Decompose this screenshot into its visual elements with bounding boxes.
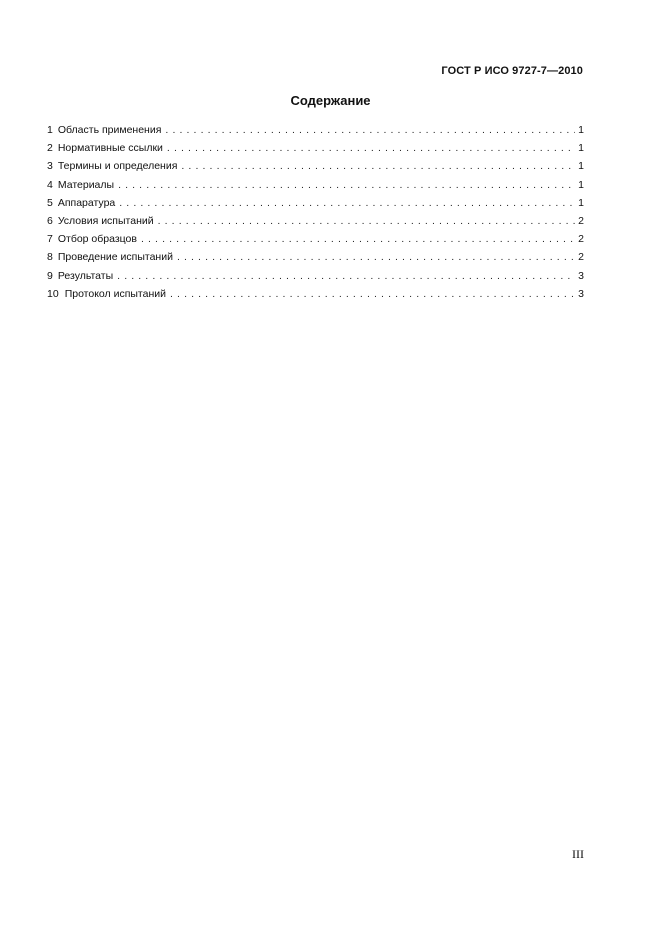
toc-item-label: Аппаратура bbox=[57, 196, 116, 209]
toc-item-number: 3 bbox=[47, 160, 53, 173]
toc-item-page: 3 bbox=[578, 269, 584, 282]
page-number: III bbox=[572, 847, 584, 861]
toc-item-leader bbox=[119, 194, 575, 212]
toc-item[interactable] bbox=[47, 194, 584, 212]
toc-item[interactable] bbox=[47, 139, 584, 157]
toc-item-leader bbox=[158, 212, 576, 230]
toc-item[interactable] bbox=[47, 212, 584, 230]
toc-item-leader bbox=[141, 230, 575, 248]
toc-item-leader bbox=[167, 139, 575, 157]
table-of-contents bbox=[47, 121, 584, 303]
toc-item[interactable] bbox=[47, 267, 584, 285]
toc-item-number: 2 bbox=[47, 142, 53, 155]
toc-item[interactable] bbox=[47, 230, 584, 248]
toc-item-number: 7 bbox=[47, 233, 53, 246]
toc-item-page: 1 bbox=[578, 142, 584, 155]
toc-item-leader bbox=[118, 176, 575, 194]
toc-item-number: 6 bbox=[47, 214, 53, 227]
toc-item-leader bbox=[117, 267, 575, 285]
toc-item-page: 1 bbox=[578, 178, 584, 191]
toc-item-leader bbox=[181, 157, 575, 175]
toc-item-number: 5 bbox=[47, 196, 53, 209]
toc-item-number: 10 bbox=[47, 287, 59, 300]
toc-item-number: 1 bbox=[47, 124, 53, 136]
toc-item-number: 4 bbox=[47, 178, 53, 191]
toc-item-number: 9 bbox=[47, 269, 53, 282]
toc-item-page: 2 bbox=[578, 233, 584, 246]
toc-item[interactable] bbox=[47, 121, 584, 139]
toc-item-page: 2 bbox=[578, 251, 584, 264]
toc-item-label: Область применения bbox=[57, 124, 162, 136]
toc-title: Содержание bbox=[290, 93, 371, 108]
toc-item-label: Нормативные ссылки bbox=[57, 142, 163, 155]
toc-item-page: 2 bbox=[578, 214, 584, 227]
toc-item[interactable] bbox=[47, 157, 584, 175]
toc-item[interactable] bbox=[47, 176, 584, 194]
toc-item-page: 3 bbox=[578, 287, 584, 300]
toc-item-label: Протокол испытаний bbox=[64, 287, 166, 300]
toc-item[interactable] bbox=[47, 285, 584, 303]
toc-item-label: Условия испытаний bbox=[57, 214, 154, 227]
toc-item-page: 1 bbox=[578, 196, 584, 209]
toc-item-page: 1 bbox=[578, 160, 584, 173]
toc-item-leader bbox=[170, 285, 575, 303]
toc-item-label: Проведение испытаний bbox=[57, 251, 173, 264]
document-code: ГОСТ Р ИСО 9727-7—2010 bbox=[441, 65, 583, 77]
toc-item-label: Материалы bbox=[57, 178, 115, 191]
toc-item[interactable] bbox=[47, 248, 584, 266]
toc-item-leader bbox=[165, 121, 575, 139]
toc-item-label: Результаты bbox=[57, 269, 114, 282]
toc-item-page: 1 bbox=[578, 124, 584, 136]
toc-item-leader bbox=[177, 248, 575, 266]
toc-item-label: Отбор образцов bbox=[57, 233, 137, 246]
toc-item-label: Термины и определения bbox=[57, 160, 178, 173]
toc-item-number: 8 bbox=[47, 251, 53, 264]
